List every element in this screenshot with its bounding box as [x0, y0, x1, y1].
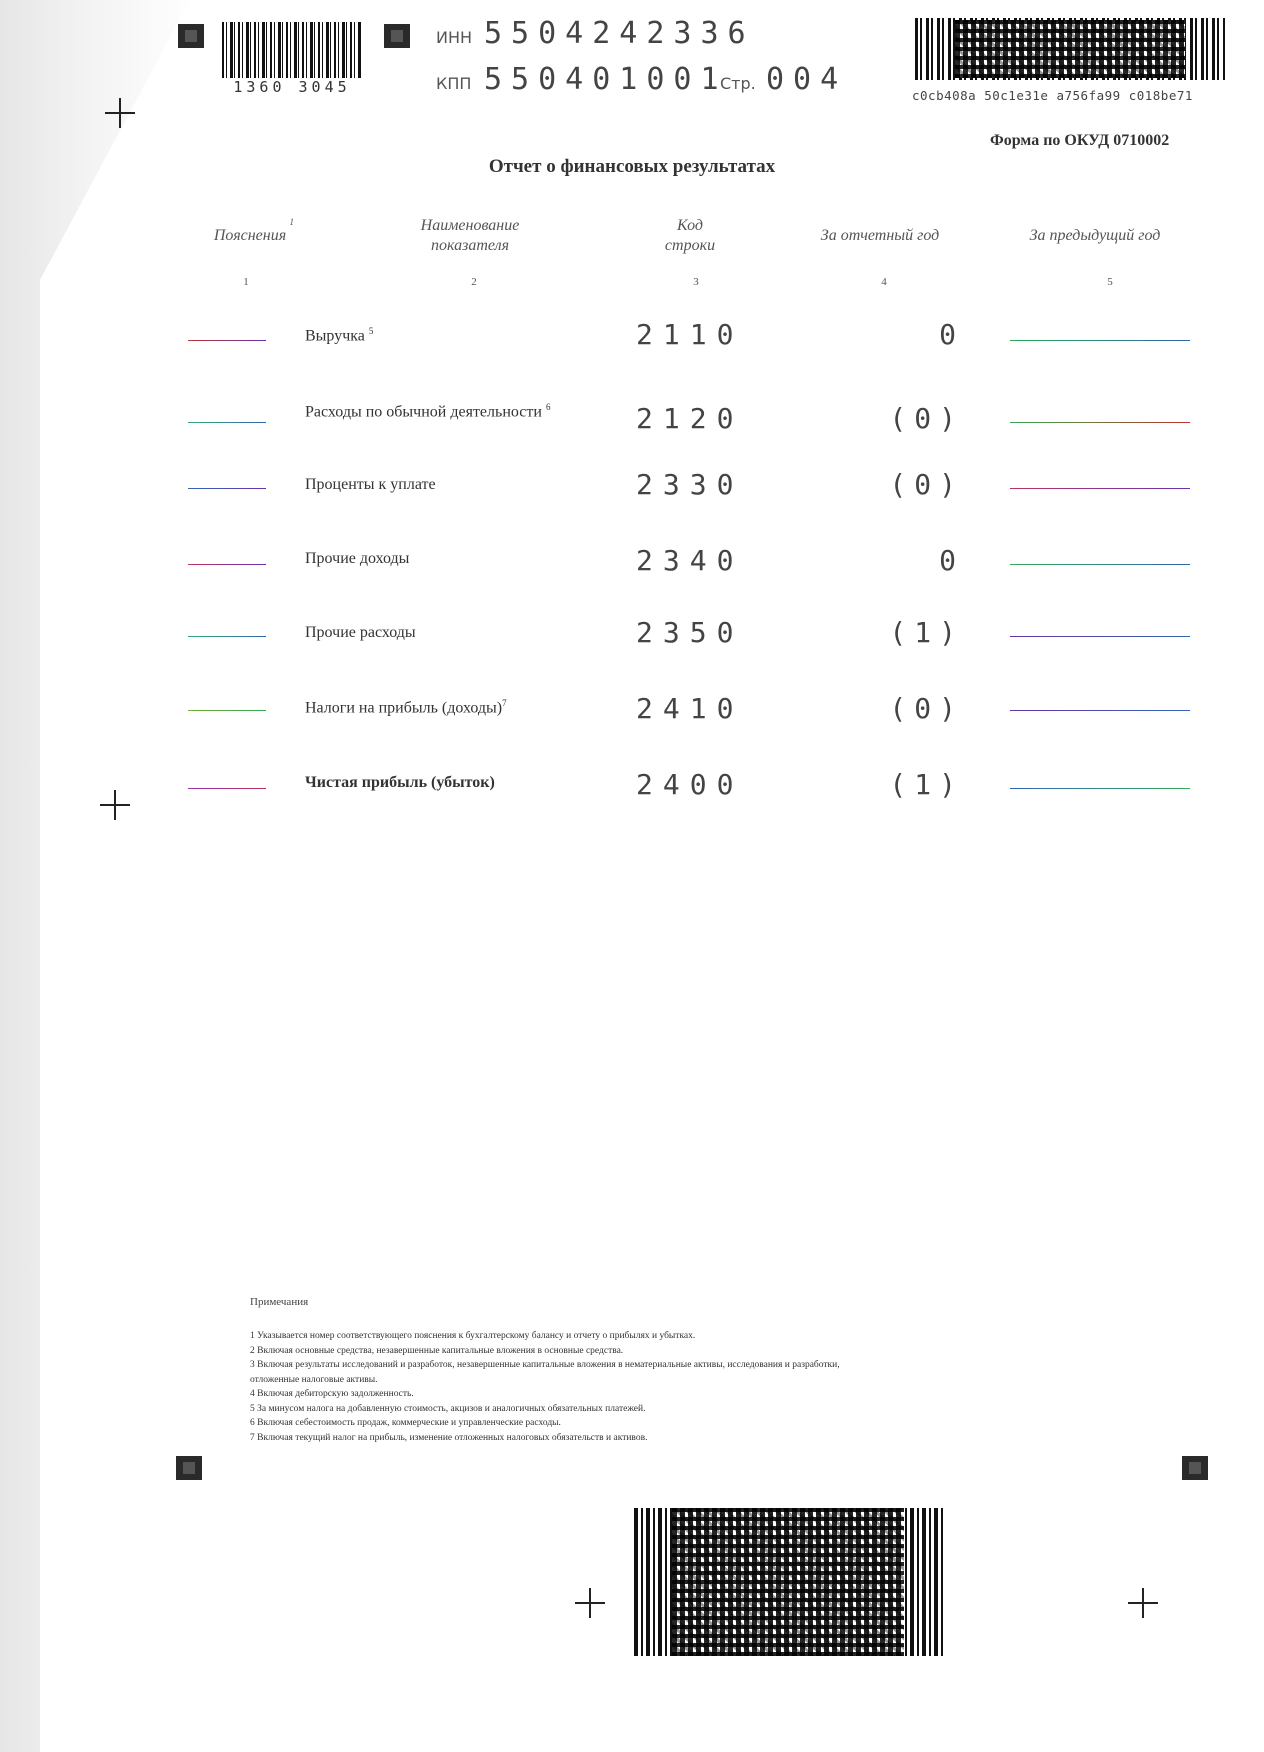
- row-current-value: (1): [889, 616, 964, 649]
- row-name: [305, 402, 550, 421]
- column-header-previous-year: [1005, 226, 1185, 246]
- row-code: 2400: [636, 768, 744, 801]
- column-number: 4: [881, 276, 887, 288]
- pdf417-barcode-bottom: [634, 1508, 946, 1656]
- row-sup: 7: [502, 698, 507, 708]
- row-code: 2410: [636, 692, 744, 725]
- row-label: Выручка: [305, 327, 365, 345]
- row-label: Прочие доходы: [305, 550, 410, 567]
- row-current-value: 0: [939, 544, 964, 577]
- row-name: [305, 476, 436, 494]
- crosshair-top-left: [105, 98, 135, 128]
- marker-square-top-left: [178, 24, 204, 48]
- column-header-label: Наименование показателя: [420, 217, 520, 254]
- previous-year-dash: [1010, 710, 1190, 711]
- inn-value: 5504242336: [484, 16, 755, 51]
- kpp-value: 550401001: [484, 62, 728, 97]
- previous-year-dash: [1010, 788, 1190, 789]
- document-hash: c0cb408a 50c1e31e a756fa99 c018be71: [912, 88, 1193, 103]
- row-name: [305, 326, 373, 345]
- row-current-value: (0): [889, 468, 964, 501]
- row-label: Расходы по обычной деятельности: [305, 403, 542, 421]
- column-header-sup: 1: [289, 217, 294, 227]
- explanation-dash: [188, 636, 266, 637]
- row-current-value: (0): [889, 692, 964, 725]
- notes-list: [250, 1329, 1050, 1445]
- column-header-current-year: [800, 226, 960, 246]
- row-current-value: (1): [889, 768, 964, 801]
- note-item: 1 Указывается номер соответствующего пояснения к бухгалтерскому балансу и отчету о прибылях и убытках.: [250, 1331, 696, 1341]
- column-header-code: [650, 216, 730, 256]
- column-number: 3: [693, 276, 699, 288]
- column-number: 5: [1107, 276, 1113, 288]
- row-code: 2350: [636, 616, 744, 649]
- marker-square-bottom-left: [176, 1456, 202, 1480]
- page-title: Отчет о финансовых результатах: [488, 156, 776, 177]
- row-code: 2120: [636, 402, 744, 435]
- crosshair-mid-left: [100, 790, 130, 820]
- crosshair-bottom-right: [1128, 1588, 1158, 1618]
- row-sup: 6: [545, 402, 551, 412]
- explanation-dash: [188, 564, 266, 565]
- note-item: 2 Включая основные средства, незавершенные капитальные вложения в основные средства.: [250, 1345, 624, 1356]
- row-name: [305, 774, 495, 792]
- row-label: Прочие расходы: [305, 624, 416, 641]
- note-item: 3 Включая результаты исследований и разработок, незавершенные капитальные вложения в нематериальные активы, исследования и разработки,: [250, 1360, 840, 1370]
- notes-title: Примечания: [250, 1296, 309, 1308]
- explanation-dash: [188, 488, 266, 489]
- row-code: 2330: [636, 468, 744, 501]
- row-current-value: 0: [939, 318, 964, 351]
- kpp-label: КПП: [436, 74, 472, 93]
- note-item: 5 За минусом налога на добавленную стоимость, акцизов и аналогичных обязательных платежей.: [250, 1403, 646, 1414]
- row-name: [305, 698, 507, 717]
- explanation-dash: [188, 710, 266, 711]
- column-header-label: За отчетный год: [820, 227, 940, 244]
- row-name: [305, 550, 409, 568]
- page-label: Стр.: [720, 74, 756, 93]
- marker-square-top-mid: [384, 24, 410, 48]
- column-header-label: Пояснения: [213, 227, 287, 244]
- scan-shadow: [0, 0, 200, 1752]
- barcode-number: 1360 3045: [233, 78, 351, 96]
- form-code: Форма по ОКУД 0710002: [990, 132, 1170, 149]
- row-label: Налоги на прибыль (доходы): [305, 699, 503, 717]
- row-current-value: (0): [889, 402, 964, 435]
- column-header-explanations: [180, 217, 320, 246]
- column-header-label: Код строки: [664, 217, 716, 254]
- row-label: Проценты к уплате: [305, 476, 436, 493]
- note-item: 6 Включая себестоимость продаж, коммерческие и управленческие расходы.: [250, 1418, 561, 1428]
- row-code: 2110: [636, 318, 744, 351]
- previous-year-dash: [1010, 488, 1190, 489]
- previous-year-dash: [1010, 422, 1190, 423]
- note-item: 4 Включая дебиторскую задолженность.: [250, 1389, 414, 1399]
- crosshair-bottom-left: [575, 1588, 605, 1618]
- note-item: отложенные налоговые активы.: [250, 1374, 378, 1385]
- row-label: Чистая прибыль (убыток): [305, 774, 495, 791]
- row-name: [305, 624, 416, 642]
- explanation-dash: [188, 422, 266, 423]
- inn-label: ИНН: [436, 28, 473, 47]
- note-item: 7 Включая текущий налог на прибыль, изменение отложенных налоговых обязательств и активов.: [250, 1432, 648, 1443]
- explanation-dash: [188, 340, 266, 341]
- linear-barcode: [222, 22, 362, 78]
- marker-square-bottom-right: [1182, 1456, 1208, 1480]
- previous-year-dash: [1010, 564, 1190, 565]
- explanation-dash: [188, 788, 266, 789]
- previous-year-dash: [1010, 636, 1190, 637]
- previous-year-dash: [1010, 340, 1190, 341]
- pdf417-barcode-top: [915, 18, 1225, 80]
- row-code: 2340: [636, 544, 744, 577]
- page-value: 004: [766, 62, 848, 97]
- column-number: 1: [243, 276, 249, 288]
- column-number: 2: [471, 276, 477, 288]
- row-sup: 5: [368, 326, 374, 336]
- column-header-label: За предыдущий год: [1029, 227, 1161, 244]
- column-header-name: [400, 216, 540, 256]
